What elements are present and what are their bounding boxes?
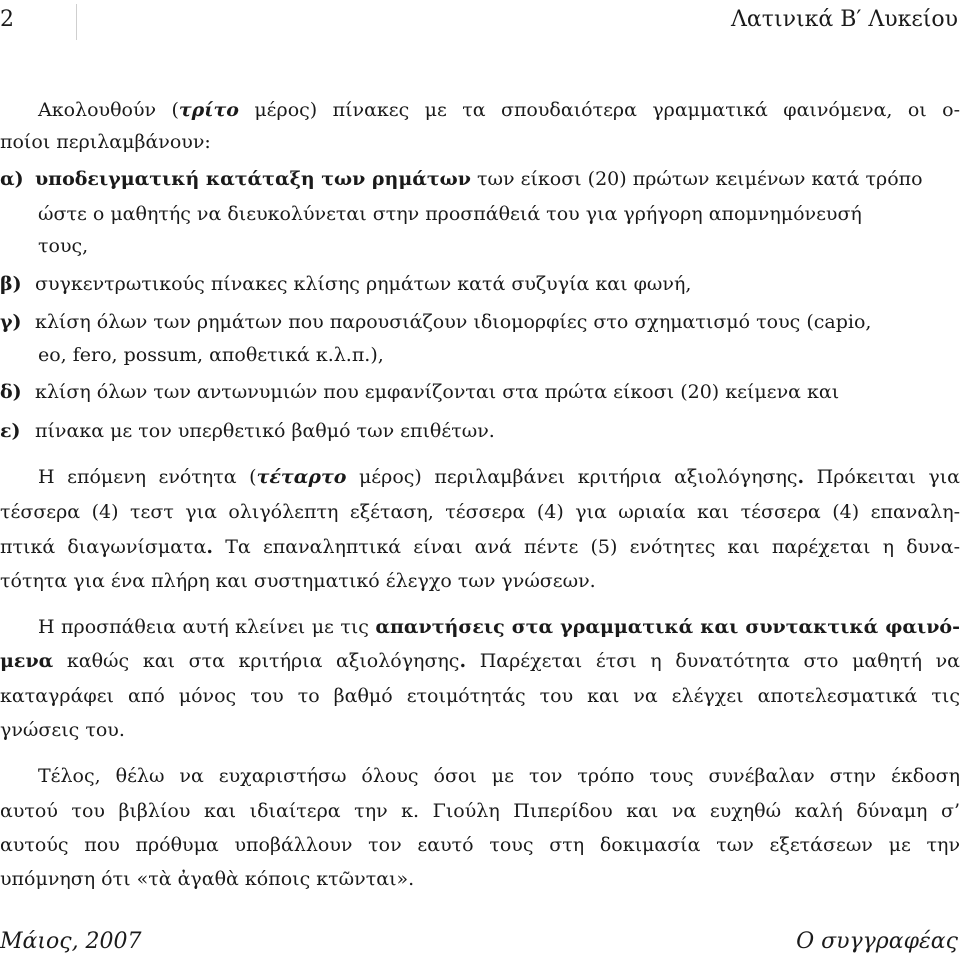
intro-line-1: Ακολουθούν (τρίτο μέρος) πίνακες με τα σπουδαιότερα γραμματικά φαινόμενα, οι ο- (38, 99, 960, 121)
para2-line-2: τέσσερα (4) τεστ για ολιγόλεπτη εξέταση, τέσσερα (4) για ωριαία και τέσσερα (4) επαναλη- (0, 501, 960, 523)
list-item-c: γ) κλίση όλων των ρημάτων που παρουσιάζουν ιδιομορφίες στο σχηματισμό τους (capio, (0, 311, 872, 333)
emphasis-third: τρίτο (178, 99, 239, 121)
intro-line-2: ποίοι περιλαμβάνουν: (0, 131, 211, 153)
list-item-a-line-2: ώστε ο μαθητής να διευκολύνεται στην προσπάθειά του για γρήγορη απομνημόνευσή (38, 203, 862, 225)
list-item-d: δ) κλίση όλων των αντωνυμιών που εμφανίζονται στα πρώτα είκοσι (20) κείμενα και (0, 381, 840, 403)
list-label-c: γ) (0, 311, 22, 333)
list-item-e: ε) πίνακα με τον υπερθετικό βαθμό των επιθέτων. (0, 420, 495, 442)
para3-line-4: γνώσεις του. (0, 719, 125, 741)
para2-line-1: Η επόμενη ενότητα (τέταρτο μέρος) περιλαμβάνει κριτήρια αξιολόγησης. Πρόκειται για (38, 466, 960, 488)
header-divider (76, 4, 77, 40)
running-title: Λατινικά Β′ Λυκείου (731, 7, 958, 32)
list-item-b: β) συγκεντρωτικούς πίνακες κλίσης ρημάτων κατά συζυγία και φωνή, (0, 273, 692, 295)
para3-line-3: καταγράφει από μόνος του το βαθμό ετοιμότητάς του και να ελέγχει αποτελεσματικά τις (0, 685, 960, 707)
list-item-a-line-3: τους, (38, 235, 89, 257)
list-item-c-line-2: eo, fero, possum, αποθετικά κ.λ.π.), (38, 344, 384, 366)
list-label-e: ε) (0, 420, 21, 442)
list-label-b: β) (0, 273, 22, 295)
signature-author: Ο συγγραφέας (796, 929, 958, 954)
para4-line-4: υπόμνηση ότι «τὰ ἀγαθὰ κόποις κτῶνται». (0, 868, 415, 890)
para4-line-1: Τέλος, θέλω να ευχαριστήσω όλους όσοι με τον τρόπο τους συνέβαλαν στην έκδοση (38, 765, 960, 787)
para3-line-2: μενα καθώς και στα κριτήρια αξιολόγησης. Παρέχεται έτσι η δυνατότητα στο μαθητή να (0, 650, 960, 672)
para2-line-4: τότητα για ένα πλήρη και συστηματικό έλεγχο των γνώσεων. (0, 570, 596, 592)
para2-line-3: πτικά διαγωνίσματα. Τα επαναληπτικά είναι ανά πέντε (5) ενότητες και παρέχεται η δυνα- (0, 536, 960, 558)
para3-line-1: Η προσπάθεια αυτή κλείνει με τις απαντήσεις στα γραμματικά και συντακτικά φαινό- (38, 616, 960, 638)
para4-line-2: αυτού του βιβλίου και ιδιαίτερα την κ. Γιούλη Πιπερίδου και να ευχηθώ καλή δύναμη σ’ (0, 800, 960, 822)
list-label-a: α) (0, 168, 24, 190)
list-item-a: α) υποδειγματική κατάταξη των ρημάτων των είκοσι (20) πρώτων κειμένων κατά τρόπο (0, 168, 923, 190)
list-label-d: δ) (0, 381, 22, 403)
para4-line-3: αυτούς που πρόθυμα υποβάλλουν τον εαυτό τους στη δοκιμασία των εξετάσεων με την (0, 834, 960, 856)
page-number: 2 (0, 7, 14, 32)
signature-date: Μάιος, 2007 (0, 929, 142, 954)
